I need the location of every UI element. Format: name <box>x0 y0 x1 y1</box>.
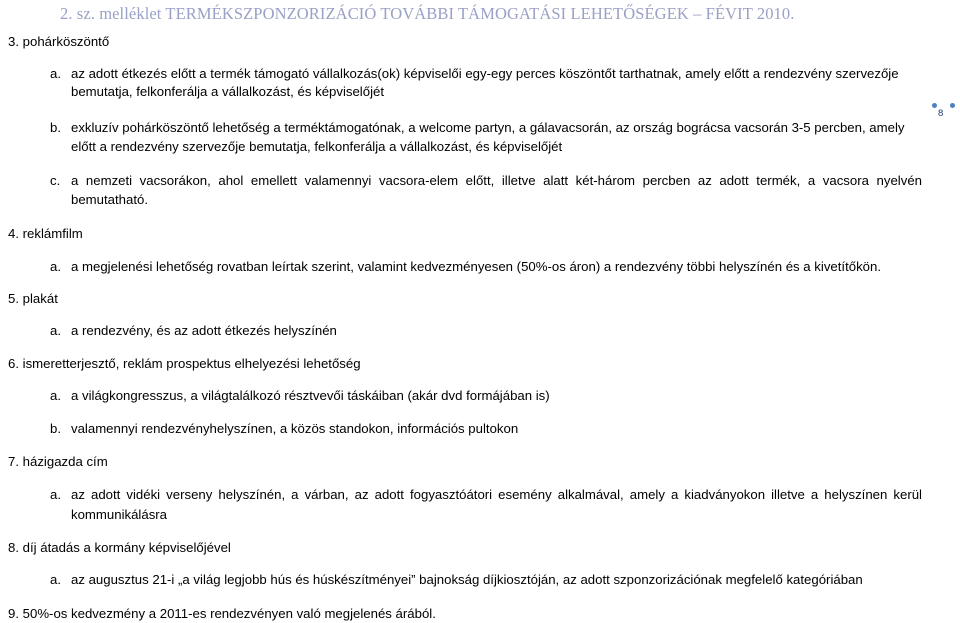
item-text-line: exkluzív pohárköszöntő lehetőség a terméktámogatónak, a welcome partyn, a gálavacsorán, az ország bográcsa vacsorán 3-5 percben, amely <box>71 120 905 135</box>
item-text-line: bemutatja, felkonferálja a vállalkozást, és képviselőjét <box>71 84 385 99</box>
item-text-line: kommunikálásra <box>71 507 168 522</box>
item-label: a. <box>50 259 61 274</box>
item-label: b. <box>50 120 61 135</box>
page-number-dot-right <box>950 103 955 108</box>
item-label: a. <box>50 323 61 338</box>
item-label: b. <box>50 421 61 436</box>
item-text-line: az adott vidéki verseny helyszínén, a várban, az adott fogyasztóátori esemény alkalmával, amely a kiadványokon illetve a helyszínen kerül <box>71 487 922 502</box>
item-text-line: előtt a rendezvény szervezője bemutatja, felkonferálja a vállalkozást, és képviselőjét <box>71 139 563 154</box>
item-text-line: az augusztus 21-i „a világ legjobb hús és húskészítményei” bajnokság díjkiosztóján, az adott szponzorizációnak megfelelő kategóriában <box>71 572 863 587</box>
section-heading: 7. házigazda cím <box>8 454 108 469</box>
section-heading: 8. díj átadás a kormány képviselőjével <box>8 540 231 555</box>
page-number-dot-left <box>932 103 937 108</box>
item-text-line: bemutatható. <box>71 192 148 207</box>
item-text-line: az adott étkezés előtt a termék támogató vállalkozás(ok) képviselői egy-egy perces köszöntőt tarthatnak, amely előtt a rendezvény szervezője <box>71 66 899 81</box>
item-label: a. <box>50 66 61 81</box>
section-heading: 9. 50%-os kedvezmény a 2011-es rendezvényen való megjelenés árából. <box>8 606 436 621</box>
item-text-line: a világkongresszus, a világtalálkozó résztvevői táskáiban (akár dvd formájában is) <box>71 388 550 403</box>
section-heading: 6. ismeretterjesztő, reklám prospektus elhelyezési lehetőség <box>8 356 361 371</box>
item-text-line: a nemzeti vacsorákon, ahol emellett valamennyi vacsora-elem előtt, illetve alatt két-három percben az adott termék, a vacsora nyelvén <box>71 173 922 188</box>
item-label: a. <box>50 572 61 587</box>
item-text-line: a megjelenési lehetőség rovatban leírtak szerint, valamint kedvezményesen (50%-os áron) a rendezvény többi helyszínén és a kivetítőkön. <box>71 259 882 274</box>
item-text-line: valamennyi rendezvényhelyszínen, a közös standokon, információs pultokon <box>71 421 519 436</box>
item-label: a. <box>50 487 61 502</box>
item-text-line: a rendezvény, és az adott étkezés helyszínén <box>71 323 337 338</box>
item-label: c. <box>50 173 61 188</box>
item-label: a. <box>50 388 61 403</box>
section-heading: 4. reklámfilm <box>8 226 83 241</box>
page-header-title: 2. sz. melléklet TERMÉKSZPONZORIZÁCIÓ TOVÁBBI TÁMOGATÁSI LEHETŐSÉGEK – FÉVIT 2010. <box>60 4 795 23</box>
page-number: 8 <box>938 108 944 119</box>
section-heading: 3. pohárköszöntő <box>8 34 110 49</box>
section-heading: 5. plakát <box>8 291 58 306</box>
